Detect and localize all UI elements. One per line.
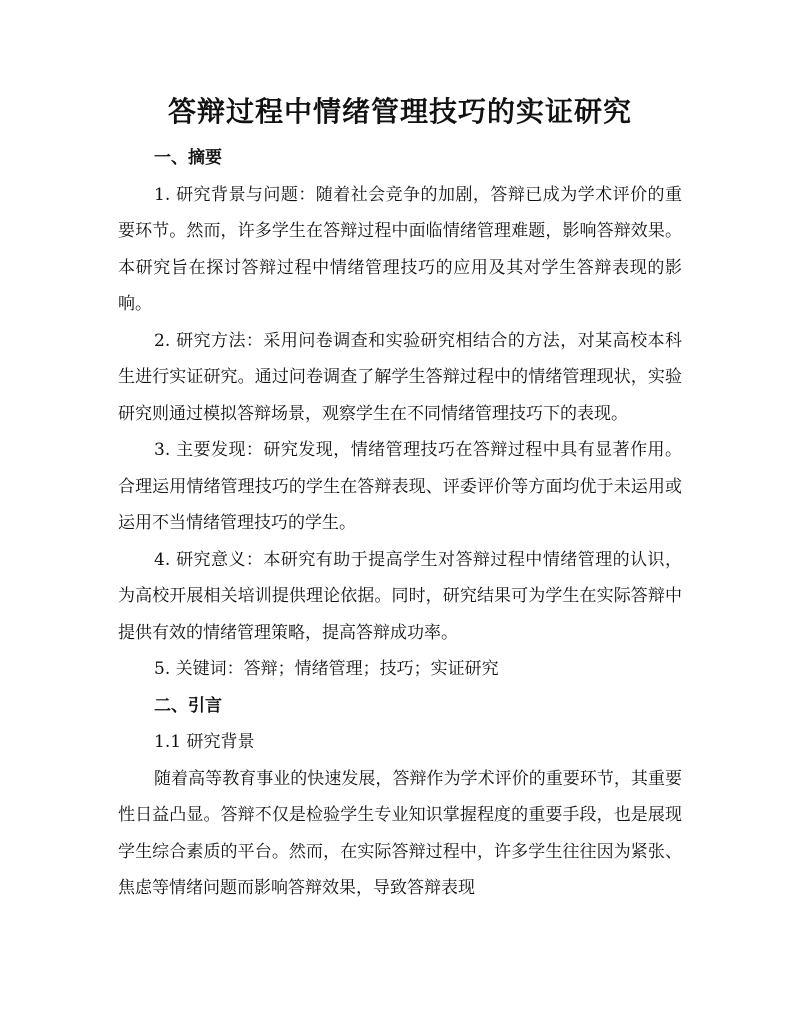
abstract-item-keywords: 5. 关键词：答辩；情绪管理；技巧；实证研究 bbox=[154, 659, 499, 679]
abstract-item-background: 1. 研究背景与问题：随着社会竞争的加剧，答辩已成为学术评价的重要环节。然而，许多学生在答辩过程中面临情绪管理难题，影响答辩效果。本研究旨在探讨答辩过程中情绪管理技巧的应用及其对学生答辩表现的影响。 bbox=[118, 184, 682, 314]
abstract-item-significance: 4. 研究意义：本研究有助于提高学生对答辩过程中情绪管理的认识，为高校开展相关培训提供理论依据。同时，研究结果可为学生在实际答辩中提供有效的情绪管理策略，提高答辩成功率。 bbox=[118, 549, 682, 643]
subsection-heading-background: 1.1 研究背景 bbox=[154, 732, 255, 752]
document-body bbox=[118, 140, 682, 907]
section-heading-abstract: 一、摘要 bbox=[154, 148, 222, 168]
abstract-item-findings: 3. 主要发现：研究发现，情绪管理技巧在答辩过程中具有显著作用。合理运用情绪管理技巧的学生在答辩表现、评委评价等方面均优于未运用或运用不当情绪管理技巧的学生。 bbox=[118, 440, 682, 533]
abstract-item-method: 2. 研究方法：采用问卷调查和实验研究相结合的方法，对某高校本科生进行实证研究。通过问卷调查了解学生答辩过程中的情绪管理现状，实验研究则通过模拟答辩场景，观察学生在不同情绪管理技巧下的表现。 bbox=[118, 330, 682, 424]
introduction-paragraph: 随着高等教育事业的快速发展，答辩作为学术评价的重要环节，其重要性日益凸显。答辩不仅是检验学生专业知识掌握程度的重要手段，也是展现学生综合素质的平台。然而，在实际答辩过程中，许多学生往往因为紧张、焦虑等情绪问题而影响答辩效果，导致答辩表现 bbox=[118, 768, 682, 898]
document-title: 答辩过程中情绪管理技巧的实证研究 bbox=[167, 95, 632, 128]
section-heading-introduction: 二、引言 bbox=[154, 695, 222, 716]
